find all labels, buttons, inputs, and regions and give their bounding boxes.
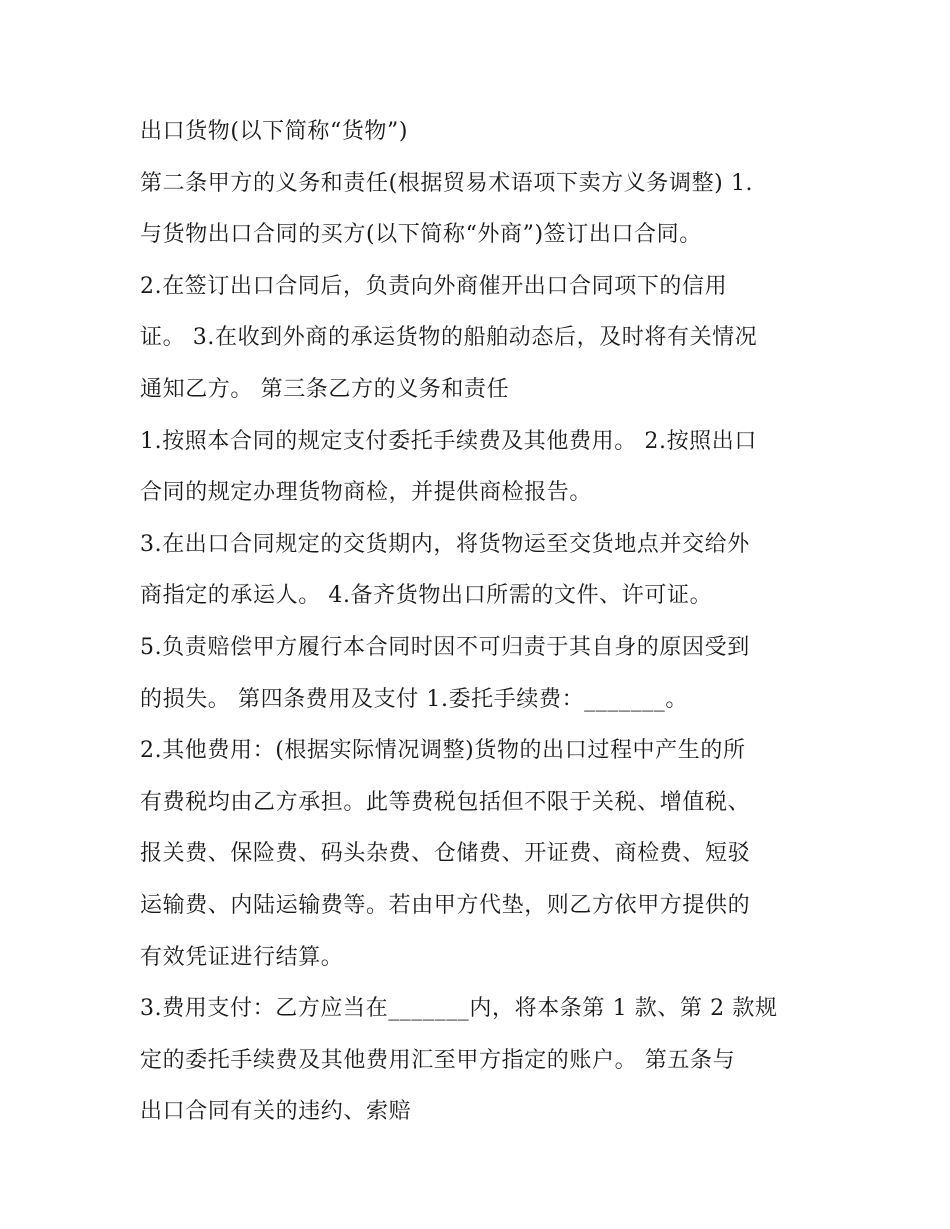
text-line: 通知乙方。 第三条乙方的义务和责任 — [140, 376, 510, 402]
text-line: 定的委托手续费及其他费用汇至甲方指定的账户。 第五条与 — [140, 1047, 736, 1073]
text-line: 出口货物(以下简称“货物”) — [140, 119, 409, 144]
text-line: 的损失。 第四条费用及支付 1.委托手续费：_______。 — [140, 686, 688, 712]
text-line: 有费税均由乙方承担。此等费税包括但不限于关税、增值税、 — [140, 789, 751, 815]
text-line: 与货物出口合同的买方(以下简称“外商”)签订出口合同。 — [140, 222, 702, 248]
text-line: 合同的规定办理货物商检，并提供商检报告。 — [140, 480, 593, 506]
text-line: 1.按照本合同的规定支付委托手续费及其他费用。 2.按照出口 — [140, 428, 757, 454]
text-line: 3.在出口合同规定的交货期内，将货物运至交货地点并交给外 — [140, 531, 750, 557]
text-line: 2.在签订出口合同后，负责向外商催开出口合同项下的信用 — [140, 273, 728, 299]
text-line: 有效凭证进行结算。 — [140, 944, 344, 970]
text-line: 运输费、内陆运输费等。若由甲方代垫，则乙方依甲方提供的 — [140, 892, 751, 918]
text-line: 5.负责赔偿甲方履行本合同时因不可归责于其自身的原因受到 — [140, 634, 750, 660]
text-line: 出口合同有关的违约、索赔 — [140, 1099, 412, 1125]
text-line: 商指定的承运人。 4.备齐货物出口所需的文件、许可证。 — [140, 583, 713, 609]
text-line: 第二条甲方的义务和责任(根据贸易术语项下卖方义务调整) 1. — [140, 170, 754, 196]
text-line: 3.费用支付：乙方应当在_______内，将本条第 1 款、第 2 款规 — [140, 996, 778, 1022]
contract-text — [140, 106, 830, 1138]
text-line: 2.其他费用：(根据实际情况调整)货物的出口过程中产生的所 — [140, 738, 746, 764]
text-line: 证。 3.在收到外商的承运货物的船舶动态后，及时将有关情况 — [140, 325, 758, 351]
text-line: 报关费、保险费、码头杂费、仓储费、开证费、商检费、短驳 — [140, 841, 751, 867]
